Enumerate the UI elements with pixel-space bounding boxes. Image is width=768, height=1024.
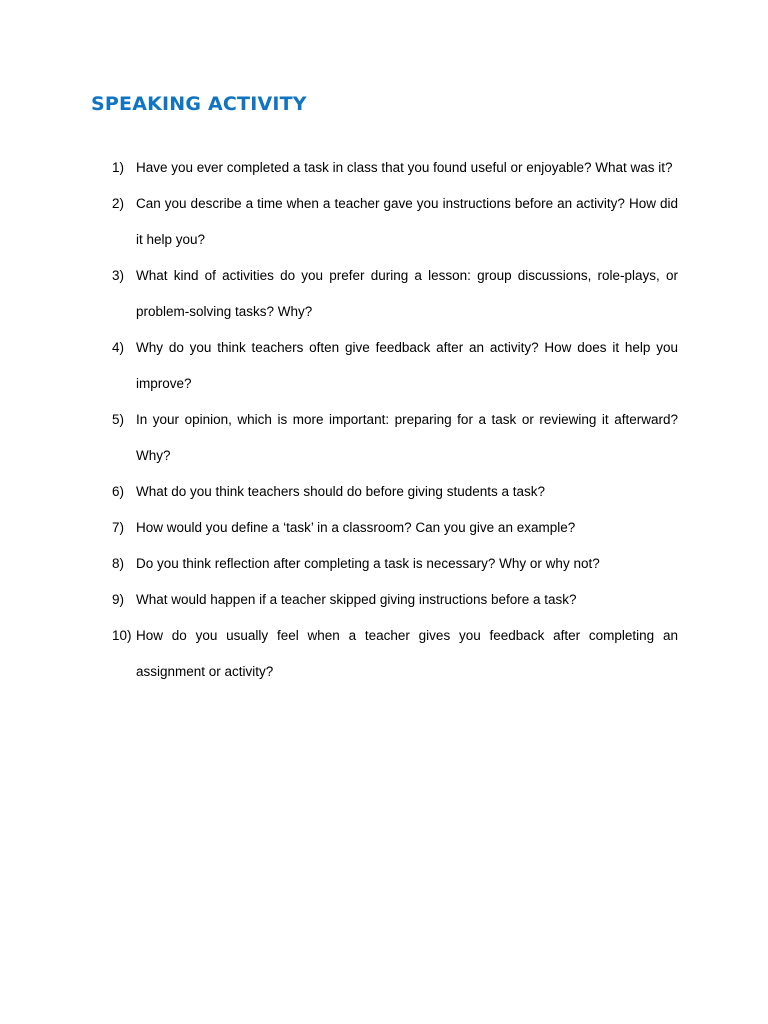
question-number: 8) xyxy=(112,556,125,571)
question-item xyxy=(112,402,678,474)
question-text: How do you usually feel when a teacher gives you feedback after completing an assignment or activity? xyxy=(136,628,678,679)
question-number: 10) xyxy=(112,628,132,643)
question-item xyxy=(112,258,678,330)
question-text: Can you describe a time when a teacher gave you instructions before an activity? How did it help you? xyxy=(136,196,678,247)
question-item xyxy=(112,510,678,546)
question-item xyxy=(112,186,678,258)
question-text: In your opinion, which is more important: preparing for a task or reviewing it afterward? Why? xyxy=(136,412,678,463)
question-text: What would happen if a teacher skipped giving instructions before a task? xyxy=(136,592,577,607)
question-number: 9) xyxy=(112,592,125,607)
question-number: 5) xyxy=(112,412,125,427)
question-item xyxy=(112,618,678,690)
question-text: Have you ever completed a task in class that you found useful or enjoyable? What was it? xyxy=(136,160,673,175)
question-number: 3) xyxy=(112,268,125,283)
page-title: SPEAKING ACTIVITY xyxy=(91,93,307,115)
question-number: 6) xyxy=(112,484,125,499)
question-number: 7) xyxy=(112,520,125,535)
question-text: How would you define a ‘task’ in a classroom? Can you give an example? xyxy=(136,520,576,535)
question-list xyxy=(112,150,678,690)
question-item xyxy=(112,546,678,582)
question-number: 2) xyxy=(112,196,125,211)
question-number: 1) xyxy=(112,160,125,175)
question-text: What do you think teachers should do before giving students a task? xyxy=(136,484,546,499)
question-item xyxy=(112,582,678,618)
question-item xyxy=(112,330,678,402)
question-number: 4) xyxy=(112,340,125,355)
question-text: What kind of activities do you prefer during a lesson: group discussions, role-plays, or problem-solving tasks? Why? xyxy=(136,268,678,319)
question-item xyxy=(112,474,678,510)
question-text: Do you think reflection after completing a task is necessary? Why or why not? xyxy=(136,556,600,571)
question-item xyxy=(112,150,678,186)
question-text: Why do you think teachers often give feedback after an activity? How does it help you improve? xyxy=(136,340,678,391)
